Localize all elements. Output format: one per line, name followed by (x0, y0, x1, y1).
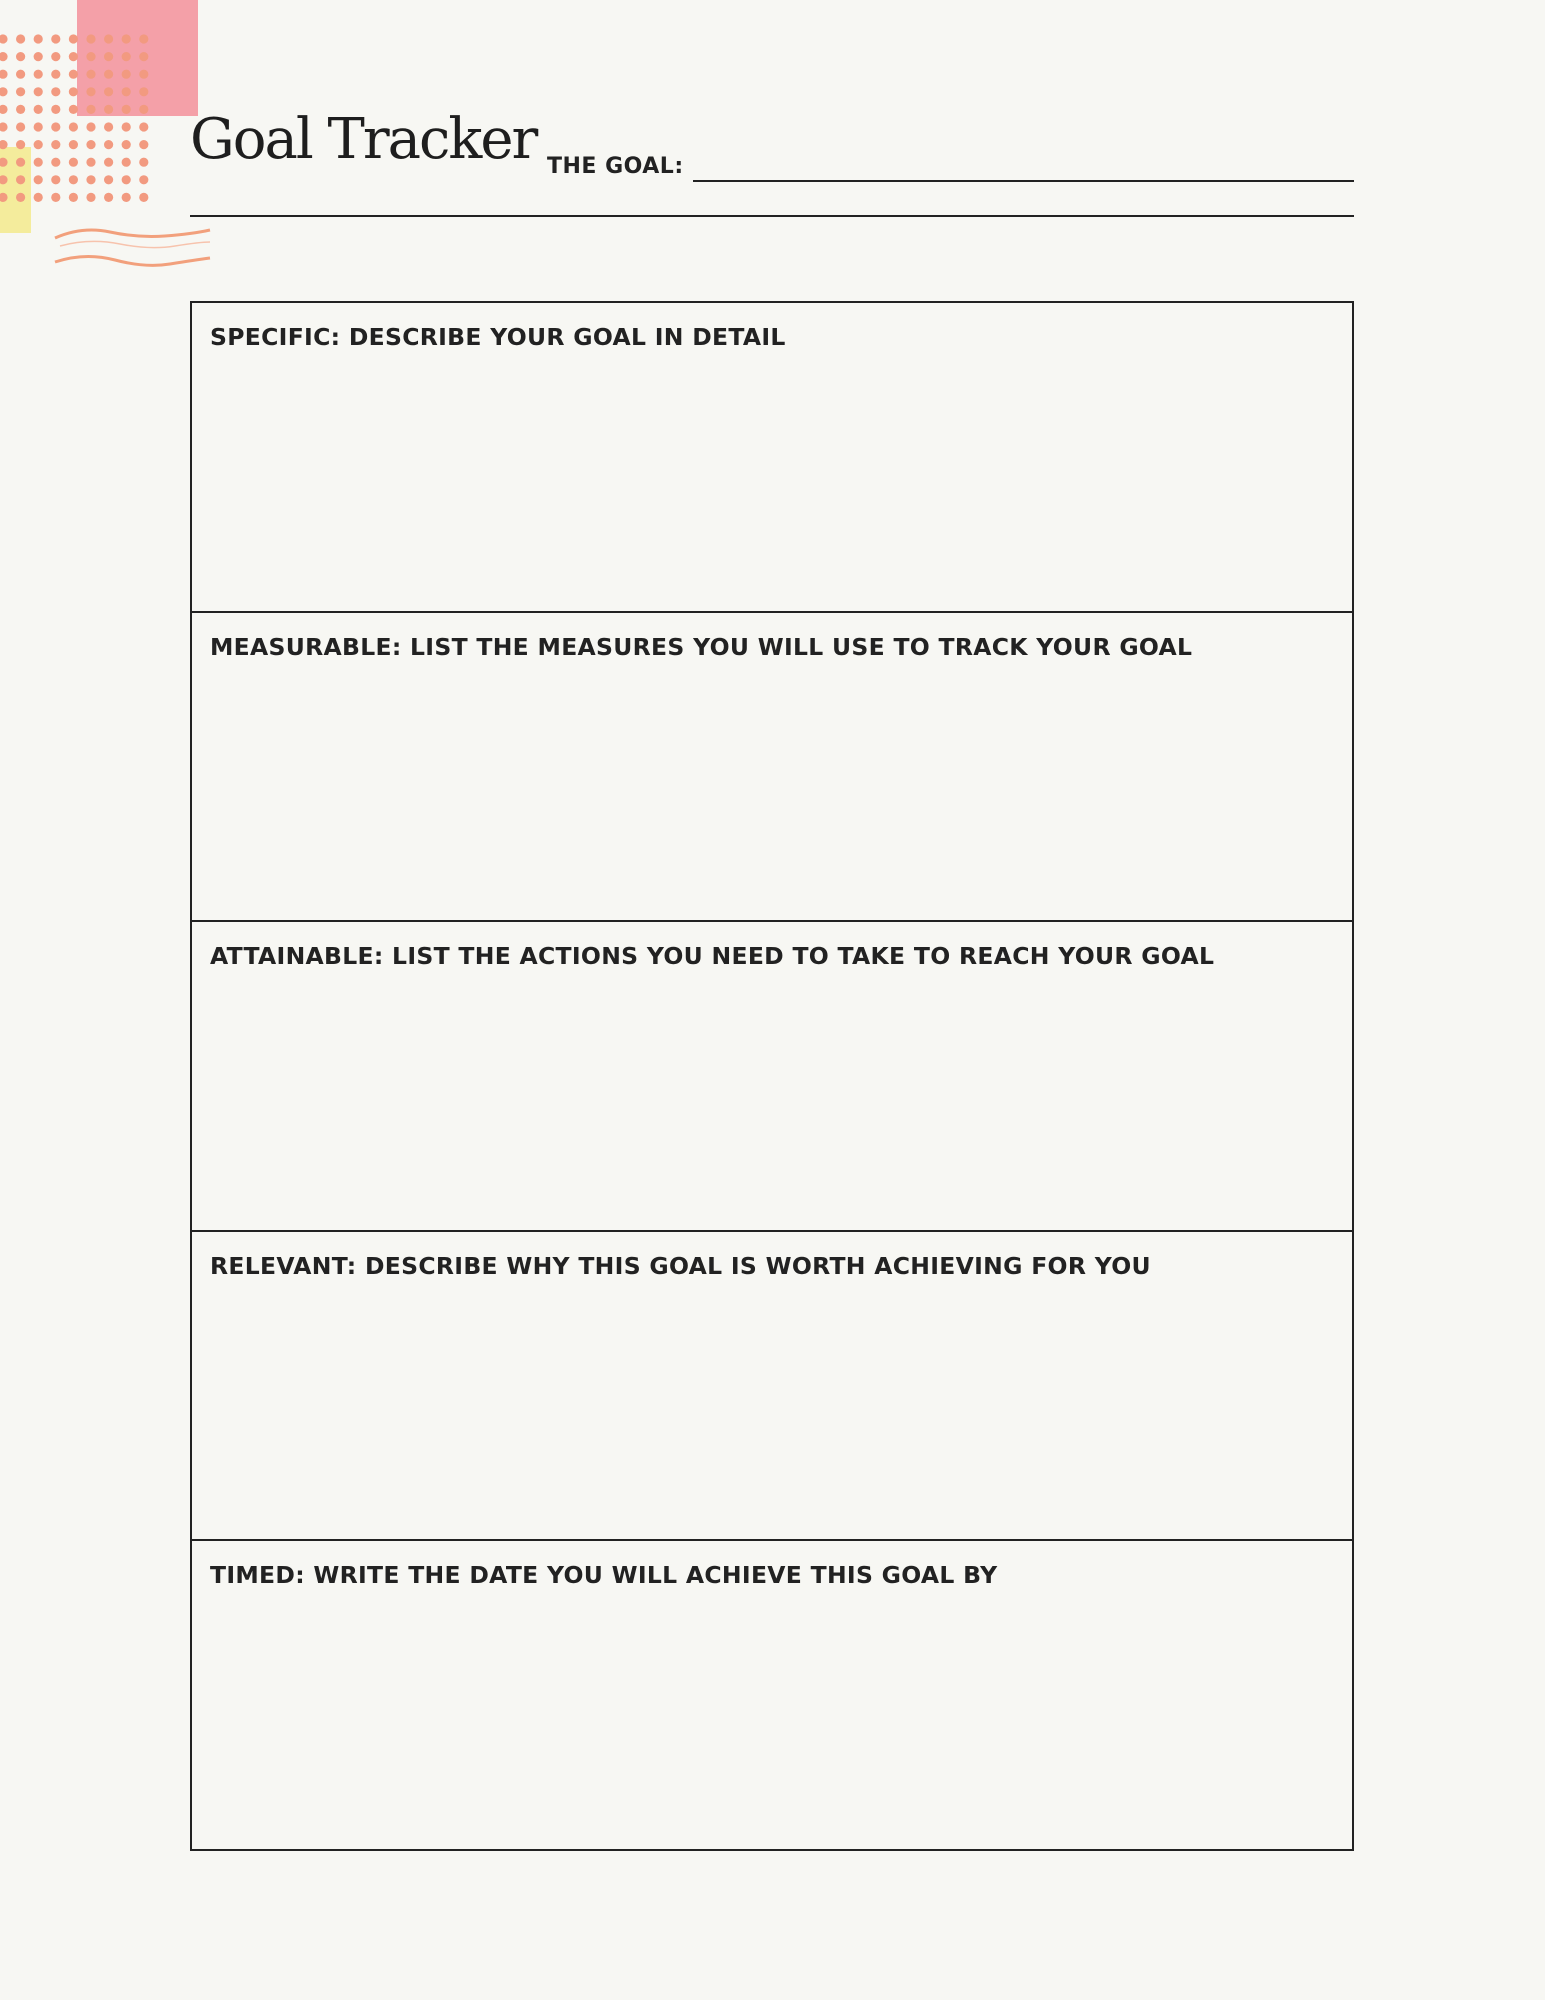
decor-dot (86, 122, 95, 131)
decor-dot (122, 87, 131, 96)
wave-line-top (55, 230, 210, 238)
dot-grid-pattern (0, 34, 148, 202)
decor-dot (16, 87, 25, 96)
decor-dot (86, 52, 95, 61)
decor-dot (51, 122, 60, 131)
decor-dot (86, 70, 95, 79)
decor-dot (0, 87, 8, 96)
decor-dot (122, 158, 131, 167)
decor-dot (139, 193, 148, 202)
decor-dot (34, 70, 43, 79)
section-relevant-label: RELEVANT: DESCRIBE WHY THIS GOAL IS WORTH ACHIEVING FOR YOU (210, 1251, 1151, 1280)
decor-dot (104, 70, 113, 79)
goal-label: THE GOAL: (547, 154, 684, 179)
decor-dot (122, 34, 131, 43)
decor-dot (69, 122, 78, 131)
decor-dot (51, 87, 60, 96)
smart-goal-grid (190, 301, 1354, 1851)
header-divider (190, 215, 1354, 217)
section-attainable (192, 922, 1352, 1232)
section-relevant-writing-area[interactable] (210, 1292, 1334, 1524)
decor-dot (16, 158, 25, 167)
decor-dot (122, 193, 131, 202)
decor-dot (16, 140, 25, 149)
decor-dot (51, 193, 60, 202)
decor-dot (104, 193, 113, 202)
decor-dot (34, 34, 43, 43)
section-timed (192, 1541, 1352, 1849)
decor-dot (122, 140, 131, 149)
decor-dot (122, 175, 131, 184)
decor-dot (122, 105, 131, 114)
decor-dot (104, 140, 113, 149)
goal-input-line[interactable] (693, 180, 1354, 182)
section-measurable-writing-area[interactable] (210, 673, 1334, 905)
section-measurable-label: MEASURABLE: LIST THE MEASURES YOU WILL USE TO TRACK YOUR GOAL (210, 632, 1193, 661)
section-specific (192, 303, 1352, 613)
page-title: Goal Tracker (190, 107, 537, 172)
decor-dot (139, 34, 148, 43)
decor-dot (51, 70, 60, 79)
decor-dot (139, 105, 148, 114)
decor-dot (86, 87, 95, 96)
decor-dot (16, 193, 25, 202)
decor-dot (69, 175, 78, 184)
decor-dot (69, 34, 78, 43)
decor-dot (139, 122, 148, 131)
decor-dot (139, 158, 148, 167)
decor-dot (69, 140, 78, 149)
decor-dot (104, 158, 113, 167)
decor-dot (16, 34, 25, 43)
decor-dot (104, 34, 113, 43)
decor-dot (139, 140, 148, 149)
decor-dot (0, 52, 8, 61)
decor-dot (0, 105, 8, 114)
section-timed-writing-area[interactable] (210, 1601, 1334, 1833)
wave-line-middle (60, 241, 210, 247)
section-specific-label: SPECIFIC: DESCRIBE YOUR GOAL IN DETAIL (210, 323, 786, 351)
decor-dot (34, 158, 43, 167)
decor-dot (34, 122, 43, 131)
decor-dot (139, 87, 148, 96)
decor-dot (34, 87, 43, 96)
decor-dot (69, 193, 78, 202)
decor-dot (86, 158, 95, 167)
decor-dot (69, 70, 78, 79)
decor-dot (16, 175, 25, 184)
decor-dot (139, 70, 148, 79)
decor-dot (34, 105, 43, 114)
wave-line-bottom (55, 256, 210, 265)
decor-dot (0, 34, 8, 43)
decor-dot (16, 52, 25, 61)
decor-dot (16, 105, 25, 114)
decor-dot (51, 52, 60, 61)
decor-dot (86, 140, 95, 149)
decor-dot (51, 140, 60, 149)
section-measurable (192, 613, 1352, 923)
decor-dot (139, 175, 148, 184)
section-timed-label: TIMED: WRITE THE DATE YOU WILL ACHIEVE THIS GOAL BY (210, 1561, 998, 1590)
section-specific-writing-area[interactable] (210, 363, 1334, 595)
decor-dot (104, 175, 113, 184)
decor-dot (104, 122, 113, 131)
decor-dot (122, 70, 131, 79)
decor-dot (51, 34, 60, 43)
section-relevant (192, 1232, 1352, 1542)
decor-dot (51, 105, 60, 114)
decor-dot (86, 105, 95, 114)
decor-dot (34, 193, 43, 202)
decor-dot (69, 87, 78, 96)
decor-dot (86, 34, 95, 43)
corner-decoration (0, 0, 220, 280)
decor-dot (69, 158, 78, 167)
decor-dot (51, 175, 60, 184)
decor-dot (86, 193, 95, 202)
decor-dot (104, 52, 113, 61)
decor-dot (86, 175, 95, 184)
decor-dot (0, 70, 8, 79)
decor-dot (69, 105, 78, 114)
decor-dot (34, 52, 43, 61)
decor-dot (34, 175, 43, 184)
decor-dot (104, 105, 113, 114)
decor-dot (16, 70, 25, 79)
decor-dot (34, 140, 43, 149)
decor-dot (139, 52, 148, 61)
decor-dot (122, 122, 131, 131)
decor-dot (0, 122, 8, 131)
section-attainable-writing-area[interactable] (210, 982, 1334, 1214)
decor-dot (16, 122, 25, 131)
decor-dot (104, 87, 113, 96)
decor-dot (122, 52, 131, 61)
section-attainable-label: ATTAINABLE: LIST THE ACTIONS YOU NEED TO TAKE TO REACH YOUR GOAL (210, 942, 1215, 971)
decor-dot (51, 158, 60, 167)
decor-dot (69, 52, 78, 61)
